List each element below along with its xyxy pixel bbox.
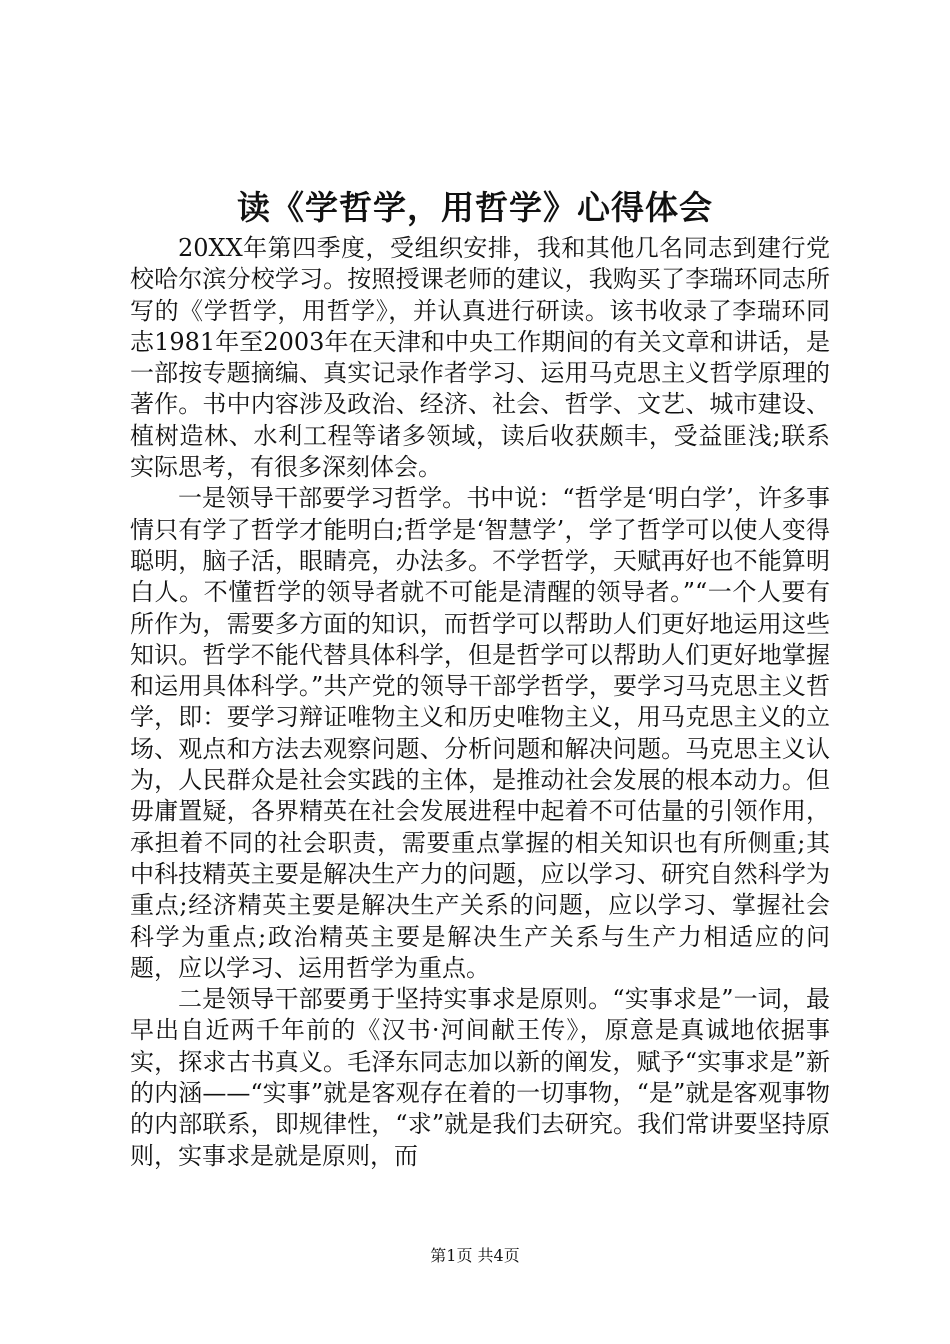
- document-title: 读《学哲学，用哲学》心得体会: [237, 188, 713, 227]
- paragraph-1: 20XX年第四季度，受组织安排，我和其他几名同志到建行党校哈尔滨分校学习。按照授课老师的建议，我购买了李瑞环同志所写的《学哲学，用哲学》，并认真进行研读。该书收录了李瑞环同志1981年至2003年在天津和中央工作期间的有关文章和讲话，是一部按专题摘编、真实记录作者学习、运用马克思主义哲学原理的著作。书中内容涉及政治、经济、社会、哲学、文艺、城市建设、植树造林、水利工程等诸多领域，读后收获颇丰，受益匪浅;联系实际思考，有很多深刻体会。: [130, 234, 830, 482]
- page-number-footer: 第1页 共4页: [430, 1246, 520, 1265]
- paragraph-3: 二是领导干部要勇于坚持实事求是原则。“实事求是”一词，最早出自近两千年前的《汉书·河间献王传》，原意是真诚地依据事实，探求古书真义。毛泽东同志加以新的阐发，赋予“实事求是”新的内涵——“实事”就是客观存在着的一切事物，“是”就是客观事物的内部联系，即规律性，“求”就是我们去研究。我们常讲要坚持原则，实事求是就是原则，而: [130, 985, 830, 1170]
- document-body: [130, 233, 830, 1172]
- paragraph-2: 一是领导干部要学习哲学。书中说：“哲学是‘明白学’，许多事情只有学了哲学才能明白;哲学是‘智慧学’，学了哲学可以使人变得聪明，脑子活，眼睛亮，办法多。不学哲学，天赋再好也不能算明白人。不懂哲学的领导者就不可能是清醒的领导者。”“一个人要有所作为，需要多方面的知识，而哲学可以帮助人们更好地运用这些知识。哲学不能代替具体科学，但是哲学可以帮助人们更好地掌握和运用具体科学。”共产党的领导干部学哲学，要学习马克思主义哲学，即：要学习辩证唯物主义和历史唯物主义，用马克思主义的立场、观点和方法去观察问题、分析问题和解决问题。马克思主义认为，人民群众是社会实践的主体，是推动社会发展的根本动力。但毋庸置疑，各界精英在社会发展进程中起着不可估量的引领作用，承担着不同的社会职责，需要重点掌握的相关知识也有所侧重;其中科技精英主要是解决生产力的问题，应以学习、研究自然科学为重点;经济精英主要是解决生产关系的问题，应以学习、掌握社会科学为重点;政治精英主要是解决生产关系与生产力相适应的问题，应以学习、运用哲学为重点。: [130, 484, 830, 982]
